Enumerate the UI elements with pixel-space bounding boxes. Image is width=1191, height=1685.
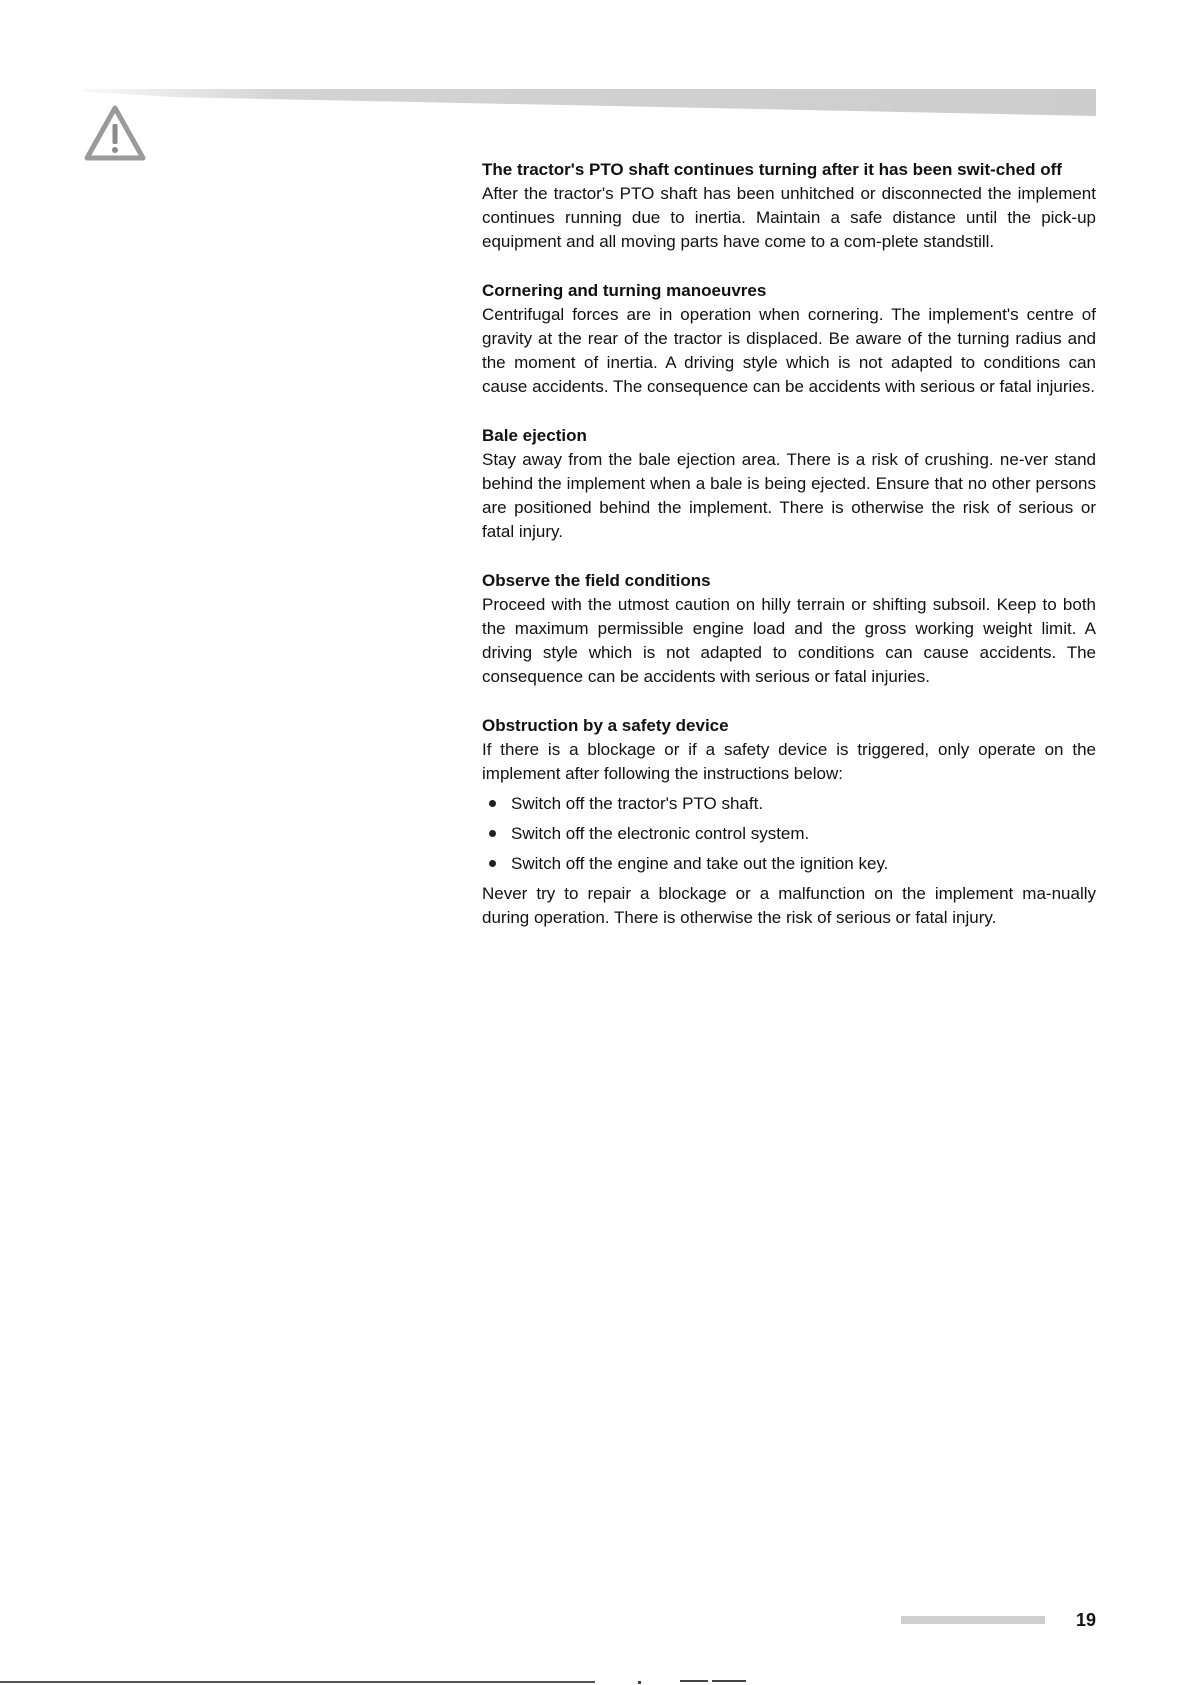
section-title: Cornering and turning manoeuvres <box>482 281 767 300</box>
bullet-icon <box>489 800 496 807</box>
section-intro: If there is a blockage or if a safety device is triggered, only operate on the implement after following the instructions below: <box>482 740 1096 783</box>
section-title: Observe the field conditions <box>482 571 711 590</box>
section-title: The tractor's PTO shaft continues turning after it has been swit-ched off <box>482 160 1062 179</box>
section-paragraph: Centrifugal forces are in operation when cornering. The implement's centre of gravity at the rear of the tractor is displaced. Be aware of the turning radius and the moment of inertia. A driving style which is not adapted to conditions can cause accidents. The consequence can be accidents with serious or fatal injuries. <box>482 305 1096 396</box>
footer-bar <box>901 1616 1045 1624</box>
list-item <box>482 852 1096 876</box>
page-number: 19 <box>1075 1610 1096 1630</box>
bullet-icon <box>489 830 496 837</box>
warning-triangle-icon <box>83 104 147 162</box>
section-field-conditions <box>482 569 1096 689</box>
safety-content <box>482 158 1096 955</box>
section-obstruction <box>482 714 1096 930</box>
section-paragraph: Proceed with the utmost caution on hilly terrain or shifting subsoil. Keep to both the maximum permissible engine load and the gross working weight limit. A driving style which is not adapted to conditions can cause accidents. The consequence can be accidents with serious or fatal injuries. <box>482 595 1096 686</box>
section-cornering <box>482 279 1096 399</box>
section-pto-shaft <box>482 158 1096 254</box>
section-title: Obstruction by a safety device <box>482 716 729 735</box>
section-paragraph: Stay away from the bale ejection area. There is a risk of crushing. ne-ver stand behind the implement when a bale is being ejected. Ensure that no other persons are positioned behind the implement. There is otherwise the risk of serious or fatal injury. <box>482 450 1096 541</box>
section-title: Bale ejection <box>482 426 587 445</box>
list-item-text: Switch off the tractor's PTO shaft. <box>511 794 764 813</box>
list-item-text: Switch off the electronic control system. <box>511 824 810 843</box>
list-item-text: Switch off the engine and take out the ignition key. <box>511 854 889 873</box>
instruction-list <box>482 792 1096 876</box>
header-bar <box>85 89 1096 116</box>
list-item <box>482 822 1096 846</box>
section-outro: Never try to repair a blockage or a malfunction on the implement ma-nually during operation. There is otherwise the risk of serious or fatal injury. <box>482 884 1096 927</box>
crop-marks <box>600 1680 760 1685</box>
bullet-icon <box>489 860 496 867</box>
list-item <box>482 792 1096 816</box>
bottom-rule <box>0 1681 595 1683</box>
section-bale-ejection <box>482 424 1096 544</box>
section-paragraph: After the tractor's PTO shaft has been unhitched or disconnected the implement continues running due to inertia. Maintain a safe distance until the pick-up equipment and all moving parts have come to a com-plete standstill. <box>482 184 1096 251</box>
